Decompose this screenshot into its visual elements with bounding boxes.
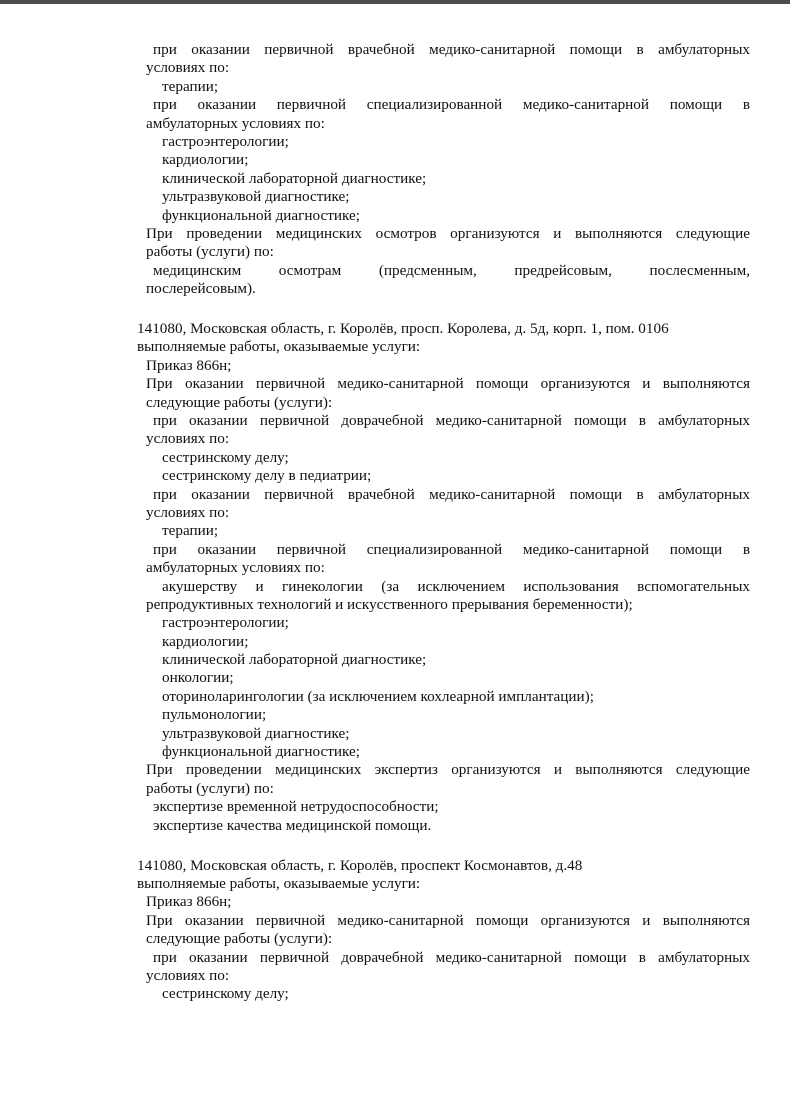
line-text: функциональной диагностике;	[162, 206, 360, 224]
text-line	[0, 170, 810, 188]
line-text: репродуктивных технологий и искусственного прерывания беременности);	[146, 595, 633, 613]
line-text: акушерству и гинекологии (за исключением использования вспомогательных	[162, 577, 750, 595]
line-text: ультразвуковой диагностике;	[162, 724, 350, 742]
text-line	[0, 522, 810, 540]
line-text: при оказании первичной специализированной медико-санитарной помощи в	[153, 540, 750, 558]
text-line	[0, 412, 810, 430]
line-text: сестринскому делу;	[162, 448, 289, 466]
text-line	[0, 115, 810, 133]
line-text: функциональной диагностике;	[162, 743, 360, 761]
section-gap	[0, 298, 810, 320]
text-line	[0, 394, 810, 412]
text-line	[0, 633, 810, 651]
text-line	[0, 893, 810, 911]
line-text: пульмонологии;	[162, 706, 267, 724]
line-text: 141080, Московская область, г. Королёв, проспект Космонавтов, д.48	[137, 856, 583, 874]
line-text: следующие работы (услуги):	[146, 930, 333, 948]
text-line	[0, 688, 810, 706]
text-line	[0, 725, 810, 743]
line-text: Приказ 866н;	[146, 356, 232, 374]
line-text: при оказании первичной врачебной медико-санитарной помощи в амбулаторных	[153, 41, 750, 58]
line-text: выполняемые работы, оказываемые услуги:	[137, 874, 421, 892]
line-text: При проведении медицинских осмотров организуются и выполняются следующие	[146, 224, 750, 242]
text-line	[0, 706, 810, 724]
text-line	[0, 761, 810, 779]
text-line	[0, 912, 810, 930]
text-line	[0, 188, 810, 206]
line-text: онкологии;	[162, 669, 234, 687]
line-text: кардиологии;	[162, 151, 249, 169]
line-text: При проведении медицинских экспертиз организуются и выполняются следующие	[146, 761, 750, 779]
line-text: Приказ 866н;	[146, 893, 232, 911]
text-line	[0, 78, 810, 96]
line-text: условиях по:	[146, 503, 230, 521]
text-line	[0, 375, 810, 393]
line-text: работы (услуги) по:	[146, 779, 274, 797]
line-text: оториноларингологии (за исключением кохлеарной имплантации);	[162, 687, 594, 705]
address-line	[0, 320, 810, 338]
line-text: клинической лабораторной диагностике;	[162, 651, 427, 669]
text-line	[0, 41, 810, 59]
line-text: условиях по:	[146, 430, 230, 448]
text-line	[0, 449, 810, 467]
line-text: выполняемые работы, оказываемые услуги:	[137, 338, 421, 356]
text-line	[0, 541, 810, 559]
line-text: 141080, Московская область, г. Королёв, просп. Королева, д. 5д, корп. 1, пом. 0106	[137, 320, 669, 338]
text-line	[0, 467, 810, 485]
line-text: амбулаторных условиях по:	[146, 559, 325, 577]
text-line	[0, 651, 810, 669]
text-line	[0, 596, 810, 614]
text-line	[0, 357, 810, 375]
text-line	[0, 430, 810, 448]
text-line	[0, 59, 810, 77]
line-text: следующие работы (услуги):	[146, 393, 333, 411]
text-line	[0, 133, 810, 151]
text-line	[0, 225, 810, 243]
line-text: При оказании первичной медико-санитарной помощи организуются и выполняются	[146, 375, 750, 393]
text-line	[0, 504, 810, 522]
text-line	[0, 817, 810, 835]
line-text: медицинским осмотрам (предсменным, предрейсовым, послесменным,	[153, 261, 750, 279]
text-line	[0, 985, 810, 1003]
line-text: кардиологии;	[162, 632, 249, 650]
text-line	[0, 930, 810, 948]
text-line	[0, 780, 810, 798]
text-line	[0, 967, 810, 985]
viewer-top-bar	[0, 0, 790, 4]
text-line	[0, 207, 810, 225]
text-line	[0, 243, 810, 261]
line-text: при оказании первичной доврачебной медико-санитарной помощи в амбулаторных	[153, 948, 750, 966]
address-line	[0, 875, 810, 893]
line-text: амбулаторных условиях по:	[146, 114, 325, 132]
line-text: При оказании первичной медико-санитарной помощи организуются и выполняются	[146, 911, 750, 929]
text-line	[0, 578, 810, 596]
text-line	[0, 486, 810, 504]
line-text: при оказании первичной врачебной медико-санитарной помощи в амбулаторных	[153, 485, 750, 503]
text-line	[0, 798, 810, 816]
document-page	[0, 41, 810, 1004]
line-text: работы (услуги) по:	[146, 243, 274, 261]
text-line	[0, 96, 810, 114]
address-line	[0, 857, 810, 875]
section-gap	[0, 835, 810, 857]
line-text: сестринскому делу;	[162, 985, 289, 1003]
text-line	[0, 262, 810, 280]
line-text: условиях по:	[146, 966, 230, 984]
line-text: при оказании первичной доврачебной медико-санитарной помощи в амбулаторных	[153, 412, 750, 430]
text-line	[0, 559, 810, 577]
line-text: клинической лабораторной диагностике;	[162, 169, 427, 187]
line-text: гастроэнтерологии;	[162, 614, 289, 632]
text-line	[0, 151, 810, 169]
line-text: сестринскому делу в педиатрии;	[162, 467, 372, 485]
text-line	[0, 614, 810, 632]
text-line	[0, 280, 810, 298]
line-text: послерейсовым).	[146, 280, 256, 298]
line-text: экспертизе качества медицинской помощи.	[153, 816, 432, 834]
text-line	[0, 949, 810, 967]
line-text: при оказании первичной специализированной медико-санитарной помощи в	[153, 96, 750, 114]
line-text: гастроэнтерологии;	[162, 132, 289, 150]
line-text: терапии;	[162, 77, 219, 95]
text-line	[0, 669, 810, 687]
text-line	[0, 743, 810, 761]
line-text: экспертизе временной нетрудоспособности;	[153, 798, 439, 816]
line-text: ультразвуковой диагностике;	[162, 188, 350, 206]
line-text: условиях по:	[146, 59, 230, 77]
address-line	[0, 338, 810, 356]
line-text: терапии;	[162, 522, 219, 540]
